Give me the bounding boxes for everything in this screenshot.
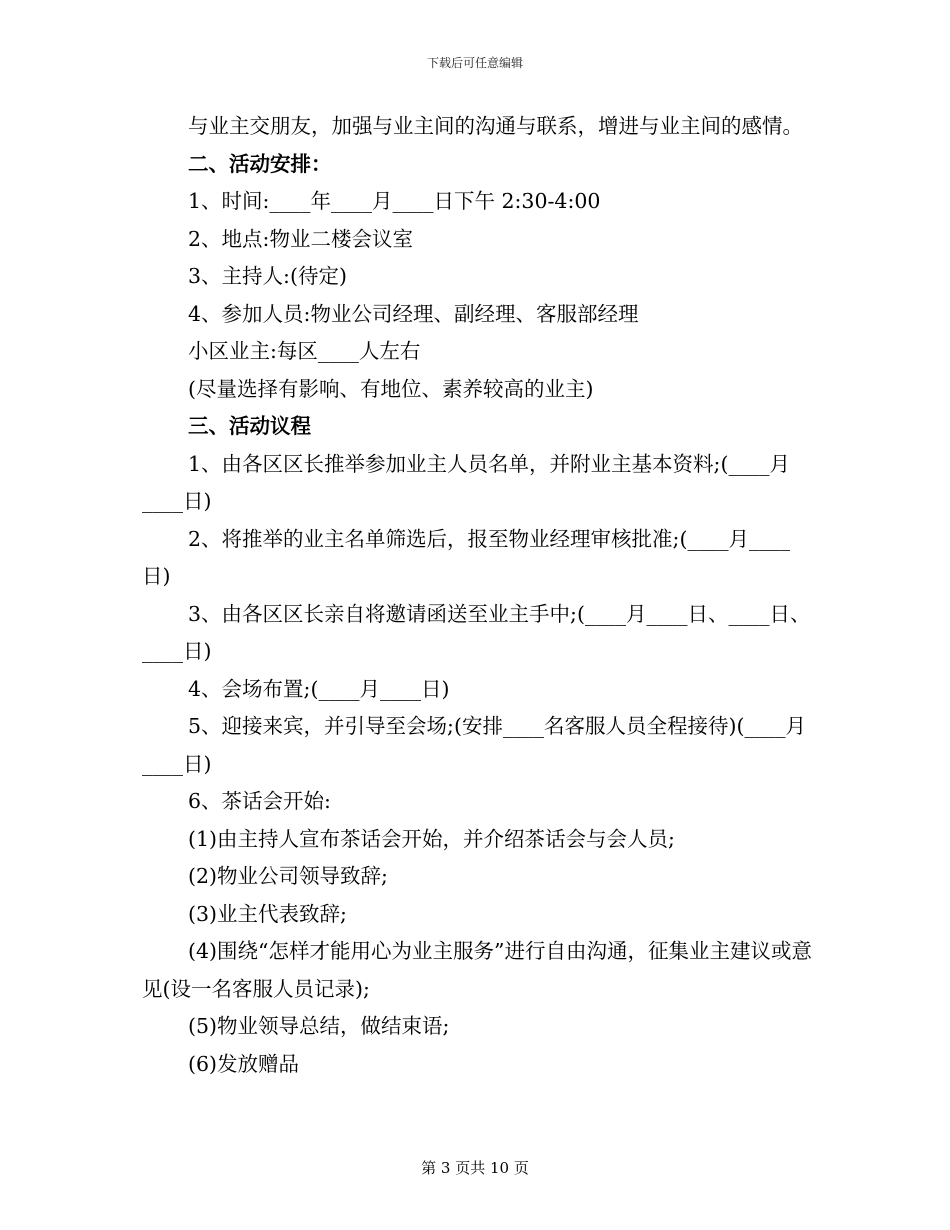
agenda-subitem-6: (6)发放赠品 — [188, 1051, 300, 1076]
agenda-item-2: 2、将推举的业主名单筛选后，报至物业经理审核批准;(____月____日) — [142, 526, 790, 588]
arrangement-time: 1、时间:____年____月____日下午 2:30-4:00 — [188, 189, 601, 213]
agenda-item-3: 3、由各区区长亲自将邀请函送至业主手中;(____月____日、____日、____日) — [142, 601, 811, 663]
arrangement-owners: 小区业主:每区____人左右 — [188, 339, 421, 363]
page-footer: 第 3 页共 10 页 — [421, 1159, 529, 1177]
arrangement-host: 3、主持人:(待定) — [188, 264, 347, 288]
section-heading-agenda: 三、活动议程 — [188, 414, 311, 438]
agenda-subitem-2: (2)物业公司领导致辞; — [188, 864, 388, 888]
page-header: 下载后可任意编辑 — [426, 56, 523, 70]
agenda-item-4: 4、会场布置;(____月____日) — [188, 676, 450, 701]
document-body — [142, 108, 812, 1083]
agenda-subitem-3: (3)业主代表致辞; — [188, 901, 347, 926]
arrangement-location: 2、地点:物业二楼会议室 — [188, 226, 413, 251]
arrangement-owners-note: (尽量选择有影响、有地位、素养较高的业主) — [188, 376, 594, 401]
agenda-subitem-4: (4)围绕“怎样才能用心为业主服务”进行自由沟通，征集业主建议或意见(设一名客服人员记录); — [142, 939, 812, 1001]
arrangement-participants: 4、参加人员:物业公司经理、副经理、客服部经理 — [188, 301, 639, 326]
agenda-item-1: 1、由各区区长推举参加业主人员名单，并附业主基本资料;(____月____日) — [142, 451, 790, 513]
paragraph-intro: 与业主交朋友，加强与业主间的沟通与联系，增进与业主间的感情。 — [188, 114, 803, 138]
agenda-item-6: 6、茶话会开始: — [188, 789, 331, 813]
agenda-item-5: 5、迎接来宾，并引导至会场;(安排____名客服人员全程接待)(____月____日) — [142, 714, 806, 776]
agenda-subitem-1: (1)由主持人宣布茶话会开始，并介绍茶话会与会人员; — [188, 826, 675, 851]
section-heading-activity-arrangement: 二、活动安排： — [188, 151, 332, 176]
agenda-subitem-5: (5)物业领导总结，做结束语; — [188, 1014, 450, 1038]
